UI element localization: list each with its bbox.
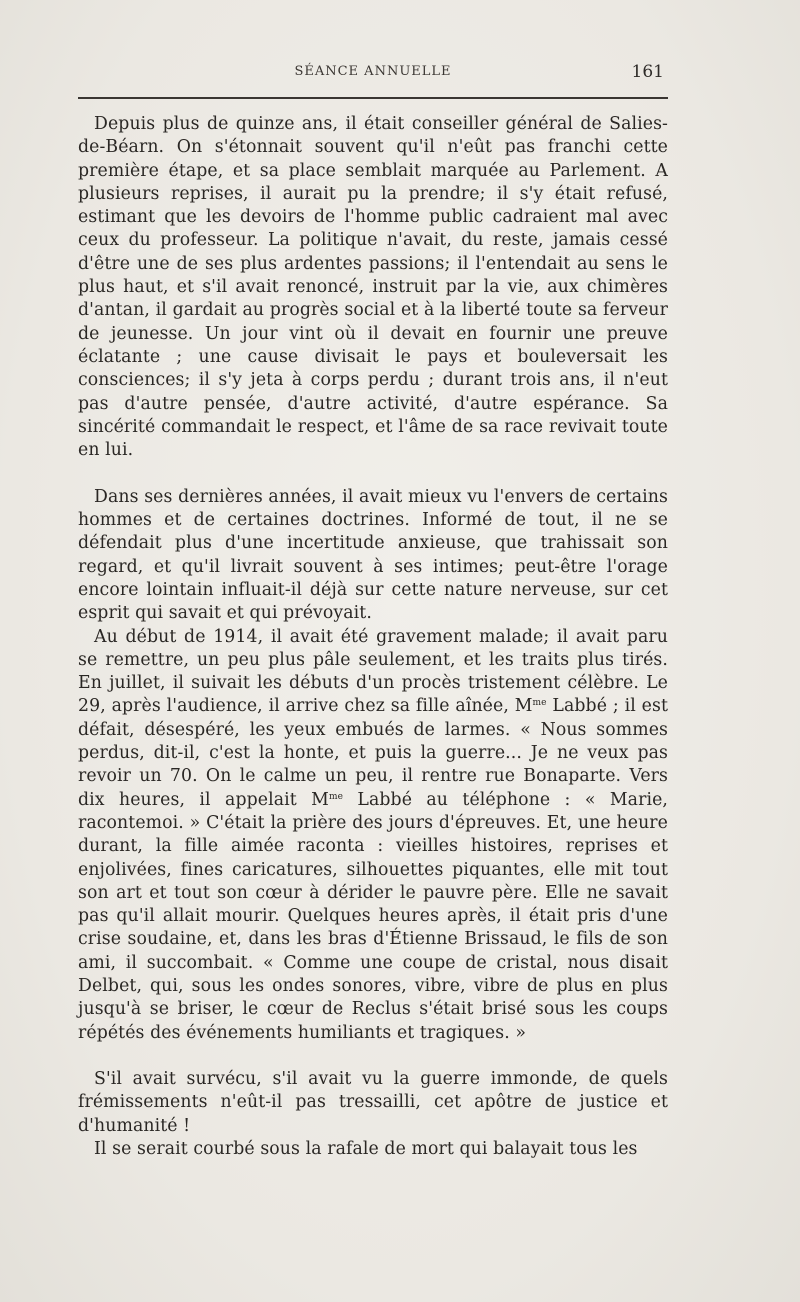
paragraph-death-text-c: Labbé au téléphone : « Marie, racontemoi. » C'était la prière des jours d'épreuves. Et, une heure durant, la fille aimée raconta : vieilles histoires, reprises et enjolivées, fines caricatures, silhouettes piquantes, elle mit tout son art et tout son cœur à dérider le pauvre père. Elle ne savait pas qu'il allait mourir. Quelques heures après, il était pris d'une crise soudaine, et, dans les bras d'Étienne Brissaud, le fils de son ami, il succombait. « Comme une coupe de cristal, nous disait Delbet, qui, sous les ondes sonores, vibre, vibre de plus en plus jusqu'à se briser, le cœur de Reclus s'était brisé sous les coups répétés des événements humiliants et tragiques. » [78,789,668,1043]
body-text [78,113,668,1161]
title-abbreviation-sup: me [328,791,344,802]
paragraph-death-text-a: Au début de 1914, il avait été gravement malade; il avait paru se remettre, un peu plus pâle seulement, et les traits plus tirés. En juillet, il suivait les débuts d'un procès tristement célèbre. Le 29, après l'audience, il arrive chez sa fille aînée, M [78,626,668,717]
paragraph-political-career: Depuis plus de quinze ans, il était conseiller général de Salies-de-Béarn. On s'étonnait souvent qu'il n'eût pas franchi cette première étape, et sa place semblait marquée au Parlement. A plusieurs reprises, il aurait pu la prendre; il s'y était refusé, estimant que les devoirs de l'homme public cadraient mal avec ceux du professeur. La politique n'avait, du reste, jamais cessé d'être une de ses plus ardentes passions; il l'entendait au sens le plus haut, et s'il avait renoncé, instruit par la vie, aux chimères d'antan, il gardait au progrès social et à la liberté toute sa ferveur de jeunesse. Un jour vint où il devait en fournir une preuve éclatante ; une cause divisait le pays et bouleversait les consciences; il s'y jeta à corps perdu ; durant trois ans, il n'eut pas d'autre pensée, d'autre activité, d'autre espérance. Sa sincérité commandait le respect, et l'âme de sa race revivait toute en lui. [78,114,668,461]
paragraph-continuation: Il se serait courbé sous la rafale de mort qui balayait tous les [94,1139,638,1160]
paragraph-if-survived: S'il avait survécu, s'il avait vu la guerre immonde, de quels frémissements n'eût-il pas tressailli, cet apôtre de justice et d'humanité ! [78,1069,668,1136]
running-title: SÉANCE ANNUELLE [294,64,452,79]
running-header [78,60,668,86]
paragraph-final-years: Dans ses dernières années, il avait mieux vu l'envers de certains hommes et de certaines doctrines. Informé de tout, il ne se défendait plus d'une incertitude anxieuse, que trahissait son regard, et qu'il livrait souvent à ses intimes; peut-être l'orage encore lointain influait-il déjà sur cette nature nerveuse, sur cet esprit qui savait et qui prévoyait. [78,486,668,624]
page-number: 161 [631,62,664,82]
paragraph-death-1914 [78,626,668,1045]
header-rule [78,97,668,99]
title-abbreviation-sup: me [532,698,547,709]
paragraph-death-text-b: Labbé ; il est défait, désespéré, les yeux embués de larmes. « Nous sommes perdus, dit-il, c'est la honte, et puis la guerre... Je ne veux pas revoir un 70. On le calme un peu, il rentre rue Bonaparte. Vers dix heures, il appelait M [78,696,668,810]
